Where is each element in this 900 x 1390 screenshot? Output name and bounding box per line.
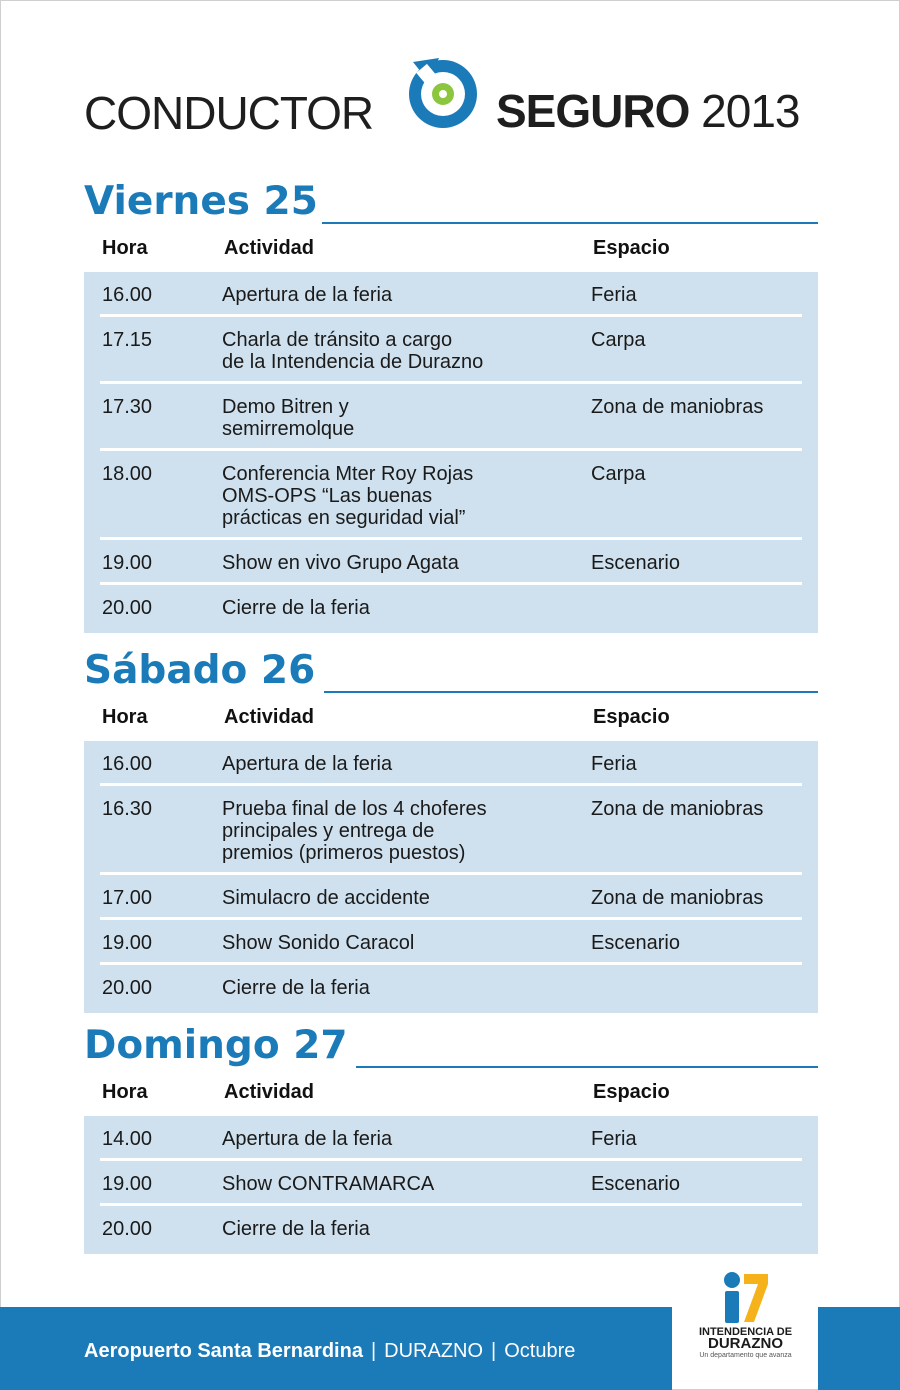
table-header <box>84 224 818 272</box>
footer-month: Octubre <box>504 1340 576 1362</box>
cell-actividad: Apertura de la feria <box>222 284 393 306</box>
page-header <box>84 48 824 138</box>
day-title-rule <box>324 691 818 693</box>
cell-hora: 19.00 <box>102 932 153 954</box>
schedule-table <box>84 693 818 1013</box>
org-line1: INTENDENCIA DE <box>698 1326 793 1338</box>
cell-hora: 20.00 <box>102 597 153 619</box>
header-hora: Hora <box>102 705 148 728</box>
table-row <box>100 1116 802 1161</box>
table-row <box>100 786 802 875</box>
footer-separator: | <box>491 1340 497 1362</box>
cell-espacio <box>591 1218 802 1240</box>
table-row <box>100 272 802 317</box>
target-arrow-icon <box>399 48 487 136</box>
cell-espacio: Carpa <box>591 329 646 351</box>
table-header <box>84 1068 818 1116</box>
title-year: 2013 <box>701 85 800 137</box>
day-title-rule <box>322 222 818 224</box>
cell-espacio: Feria <box>591 753 637 775</box>
table-row <box>100 585 802 627</box>
header-actividad: Actividad <box>224 705 315 728</box>
cell-hora: 19.00 <box>102 552 153 574</box>
table-row <box>100 317 802 384</box>
table-row <box>100 965 802 1007</box>
day-title <box>84 1023 818 1068</box>
table-row <box>100 384 802 451</box>
cell-actividad: Apertura de la feria <box>222 1128 393 1150</box>
cell-espacio: Zona de maniobras <box>591 798 764 820</box>
cell-espacio: Feria <box>591 1128 637 1150</box>
cell-hora: 17.15 <box>102 329 153 351</box>
cell-hora: 16.00 <box>102 284 153 306</box>
table-body <box>84 1116 818 1254</box>
org-line2: DURAZNO <box>708 1335 783 1352</box>
table-header <box>84 693 818 741</box>
cell-espacio: Escenario <box>591 552 680 574</box>
cell-actividad: Cierre de la feria <box>222 1218 370 1240</box>
day-title-text: Sábado 26 <box>84 648 316 693</box>
footer-text <box>84 1340 575 1363</box>
day-title-text: Domingo 27 <box>84 1023 348 1068</box>
table-row <box>100 741 802 786</box>
cell-hora: 14.00 <box>102 1128 153 1150</box>
cell-hora: 18.00 <box>102 463 153 485</box>
cell-actividad: Simulacro de accidente <box>222 887 430 909</box>
schedule-table <box>84 1068 818 1254</box>
footer-venue: Aeropuerto Santa Bernardina <box>84 1340 363 1362</box>
org-tagline: Un departamento que avanza <box>699 1352 792 1359</box>
table-body <box>84 741 818 1013</box>
header-espacio: Espacio <box>593 1080 670 1103</box>
cell-hora: 17.30 <box>102 396 153 418</box>
cell-hora: 16.00 <box>102 753 153 775</box>
cell-hora: 20.00 <box>102 1218 153 1240</box>
footer-separator: | <box>370 1340 377 1362</box>
footer-bar-right <box>818 1307 900 1390</box>
table-row <box>100 451 802 540</box>
day-section-sabado <box>84 648 818 1013</box>
cell-actividad: Show Sonido Caracol <box>222 932 415 954</box>
table-row <box>100 1161 802 1206</box>
cell-espacio: Zona de maniobras <box>591 887 764 909</box>
day-section-domingo <box>84 1023 818 1254</box>
header-actividad: Actividad <box>224 236 315 259</box>
title-seguro-2013 <box>496 84 800 138</box>
cell-espacio: Zona de maniobras <box>591 396 764 418</box>
day-title-text: Viernes 25 <box>84 179 318 224</box>
table-row <box>100 540 802 585</box>
header-actividad: Actividad <box>224 1080 315 1103</box>
cell-espacio: Feria <box>591 284 637 306</box>
intendencia-logo-icon <box>688 1270 803 1326</box>
cell-actividad: Show en vivo Grupo Agata <box>222 552 459 574</box>
cell-espacio: Escenario <box>591 1173 680 1195</box>
cell-hora: 19.00 <box>102 1173 153 1195</box>
schedule-table <box>84 224 818 633</box>
table-row <box>100 875 802 920</box>
header-espacio: Espacio <box>593 705 670 728</box>
header-hora: Hora <box>102 236 148 259</box>
cell-espacio: Carpa <box>591 463 646 485</box>
day-title <box>84 648 818 693</box>
cell-hora: 17.00 <box>102 887 153 909</box>
cell-actividad: Show CONTRAMARCA <box>222 1173 435 1195</box>
cell-espacio <box>591 977 802 999</box>
footer-city: DURAZNO <box>384 1340 484 1362</box>
intendencia-logo <box>688 1270 803 1370</box>
cell-espacio: Escenario <box>591 932 680 954</box>
header-hora: Hora <box>102 1080 148 1103</box>
title-seguro: SEGURO <box>496 85 690 137</box>
cell-actividad: Demo Bitren y semirremolque <box>222 396 355 440</box>
cell-actividad: Prueba final de los 4 choferes principales y entrega de premios (primeros puestos) <box>222 798 487 864</box>
title-conductor: CONDUCTOR <box>84 87 374 139</box>
cell-actividad: Cierre de la feria <box>222 977 370 999</box>
table-row <box>100 1206 802 1248</box>
cell-hora: 20.00 <box>102 977 153 999</box>
table-body <box>84 272 818 633</box>
cell-actividad: Cierre de la feria <box>222 597 370 619</box>
day-title <box>84 179 818 224</box>
day-title-rule <box>356 1066 818 1068</box>
table-row <box>100 920 802 965</box>
cell-actividad: Charla de tránsito a cargo de la Intendencia de Durazno <box>222 329 484 373</box>
cell-hora: 16.30 <box>102 798 153 820</box>
cell-actividad: Apertura de la feria <box>222 753 393 775</box>
org-name <box>688 1326 803 1350</box>
cell-espacio <box>591 597 802 619</box>
header-espacio: Espacio <box>593 236 670 259</box>
cell-actividad: Conferencia Mter Roy Rojas OMS-OPS “Las buenas prácticas en seguridad vial” <box>222 463 474 529</box>
day-section-viernes <box>84 179 818 633</box>
